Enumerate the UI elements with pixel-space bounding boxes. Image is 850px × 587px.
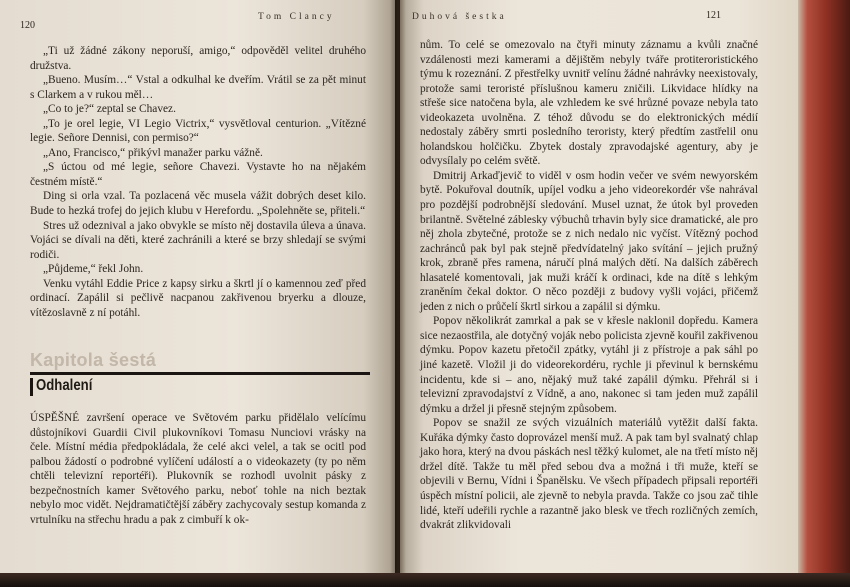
paragraph: Stres už odeznival a jako obvykle se místo něj dostavila úleva a únava. Vojáci se dívali na děti, které zachránili a které se brzy shledají se svými rodiči. (30, 219, 366, 261)
paragraph: „To je orel legie, VI Legio Victrix,“ vysvětloval centurion. „Vítězné legie. Señore Dennisi, con permiso?“ (30, 117, 366, 145)
book-bottom-edge (0, 573, 850, 587)
book-spine (390, 0, 406, 573)
paragraph: „Ano, Francisco,“ přikývl manažer parku vážně. (43, 146, 263, 159)
left-running-head: Tom Clancy (258, 12, 335, 22)
right-page (400, 0, 798, 573)
paragraph: Dmitrij Arkaďjevič to viděl v osm hodin večer ve svém newyorském bytě. Pokuřoval doutník, upíjel vodku a jeho videorekordér vše nahrával pro pozdější podrobnější sledování. Musel uznat, že útok byl proveden brilantně. Světelné záblesky výbuchů trhavin byly sice dramatické, ale pro něj zhola zbytečné, protože se z nich nedalo nic vyčíst. Vítězný pochod zachránců pak byl pak stejně předvídatelný jako svítání – jejich pružný krok, zbraně přes ramena, náručí plná malých dětí. Na dalších záběrech hlasatelé komentovali, jak muži kráčí k ordinaci, kde na dítě s lehkým zraněním čekal doktor. O něco později z budovy vyšli vojáci, přičemž jeden z nich o průčelí škrtl sirkou a zapálil si dýmku. (420, 169, 758, 313)
paragraph: „Půjdeme,“ řekl John. (43, 263, 144, 276)
chapter-rule (30, 372, 370, 375)
paragraph: „Ti už žádné zákony neporuší, amigo,“ odpověděl velitel druhého družstva. (30, 45, 366, 72)
right-page-number: 121 (706, 10, 721, 21)
left-page (0, 0, 395, 573)
paragraph: Venku vytáhl Eddie Price z kapsy sirku a škrtl jí o kamennou zeď před ordinací. Zapálil si pečlivě nacpanou zakřivenou bryerku a dlouze, vítězoslavně z ní potáhl. (30, 277, 366, 319)
chapter-subtitle: Odhalení (36, 377, 93, 394)
paragraph: „Co to je?“ zeptal se Chavez. (43, 103, 176, 116)
left-page-number: 120 (20, 20, 35, 31)
left-body-text (30, 44, 366, 320)
paragraph: „S úctou od mé legie, señore Chavezi. Vystavte ho na nějakém čestném místě.“ (30, 161, 366, 188)
right-body-text (420, 38, 758, 533)
book-cover-edge (798, 0, 850, 587)
right-running-head: Duhová šestka (412, 12, 507, 22)
paragraph: Ding si orla vzal. Ta pozlacená věc musela vážit dobrých deset kilo. Bude to hezká trofej do jejich klubu v Herefordu. „Spolehněte se, přiteli.“ (30, 190, 366, 218)
chapter-opening-text (30, 411, 366, 527)
chapter-title: Kapitola šestá (30, 350, 157, 370)
paragraph: Popov se snažil ze svých vizuálních materiálů vytěžit další fakta. Kuřáka dýmky často doprovázel menší muž. A pak tam byl svalnatý chlap jako hora, který na dvou páskách nesl těžký kulomet, ale na třetí místo něj držel dítě. Takže tu měl před sebou dva a možná i tři muže, kteří se objevili v Bernu, Vídni i Španělsku. Ve všech případech připsali reportéři úspěch místní policii, ale zjevně to nebyla pravda. Takže co jsou zač tihle lidé, kteří udeřili rychle a razantně jako blesk ve třech rozličných zemích, dvakrát zlikvidovali (420, 417, 758, 532)
paragraph: nům. To celé se omezovalo na čtyři minuty záznamu a kvůli značné vzdálenosti mezi kamerami a dějištěm nebyly tváře protiteroristického týmu k rozeznání. Z přestřelky uvnitř velínu žádné nahrávky neexistovaly, protože sami teroristé příslušnou kameru zničili. Likvidace hlídky na střeše sice natočena byla, ale vzhledem ke své hrůzné povaze nebyla tato videokazeta uvolněna. Z téhož důvodu se do elektronických médií nedostaly záběry smrti posledního teroristy, který předtím zastřelil onu holandskou holčičku. Zbytek dostaly zpravodajské agentury, aby je odvysílaly po celém světě. (420, 39, 758, 168)
paragraph: „Bueno. Musím…“ Vstal a odkulhal ke dveřím. Vrátil se za pět minut s Clarkem a v rukou měl… (30, 74, 366, 101)
paragraph: Popov několikrát zamrkal a pak se v křesle naklonil dopředu. Kamera sice nezaostřila, ale dotyčný voják nebo policista zjevně kouřil zakřivenou dýmku. Popov kazetu přetočil zpátky, vytáhl ji z přístroje a pak sáhl po jiné kazetě. Vložil ji do videorekordéru, rychle ji převinul k bernskému incidentu, kde si – ano, nějaký muž také zapálil dýmku. Přehrál si i televizní zpravodajství z Vídně, a ano, nakonec si tam jeden muž zapálil dýmku a držel ji přesně stejným způsobem. (420, 315, 758, 415)
chapter-subtitle-bar (30, 378, 33, 396)
chapter-paragraph: ÚSPĚŠNÉ završení operace ve Světovém parku přidělalo velícímu důstojníkovi Guardii Civil plukovníkovi Tomasu Nunciovi vrásky na čele. Místní média předpokládala, že celé akci velel, a tak se ocitl pod palbou žádostí o podrobné vylíčení událostí a o videokazety (ty po něm chtěli televizní reportéři). Plukovník se rozhodl uvolnit pásky z bezpečnostních kamer Světového parku, neboť tohle na nich beztak nebylo moc vidět. Nejdramatičtější záběry zachycovaly sestup komanda z vrtulníku na střechu hradu a pak z cimbuří k ok- (30, 412, 366, 526)
